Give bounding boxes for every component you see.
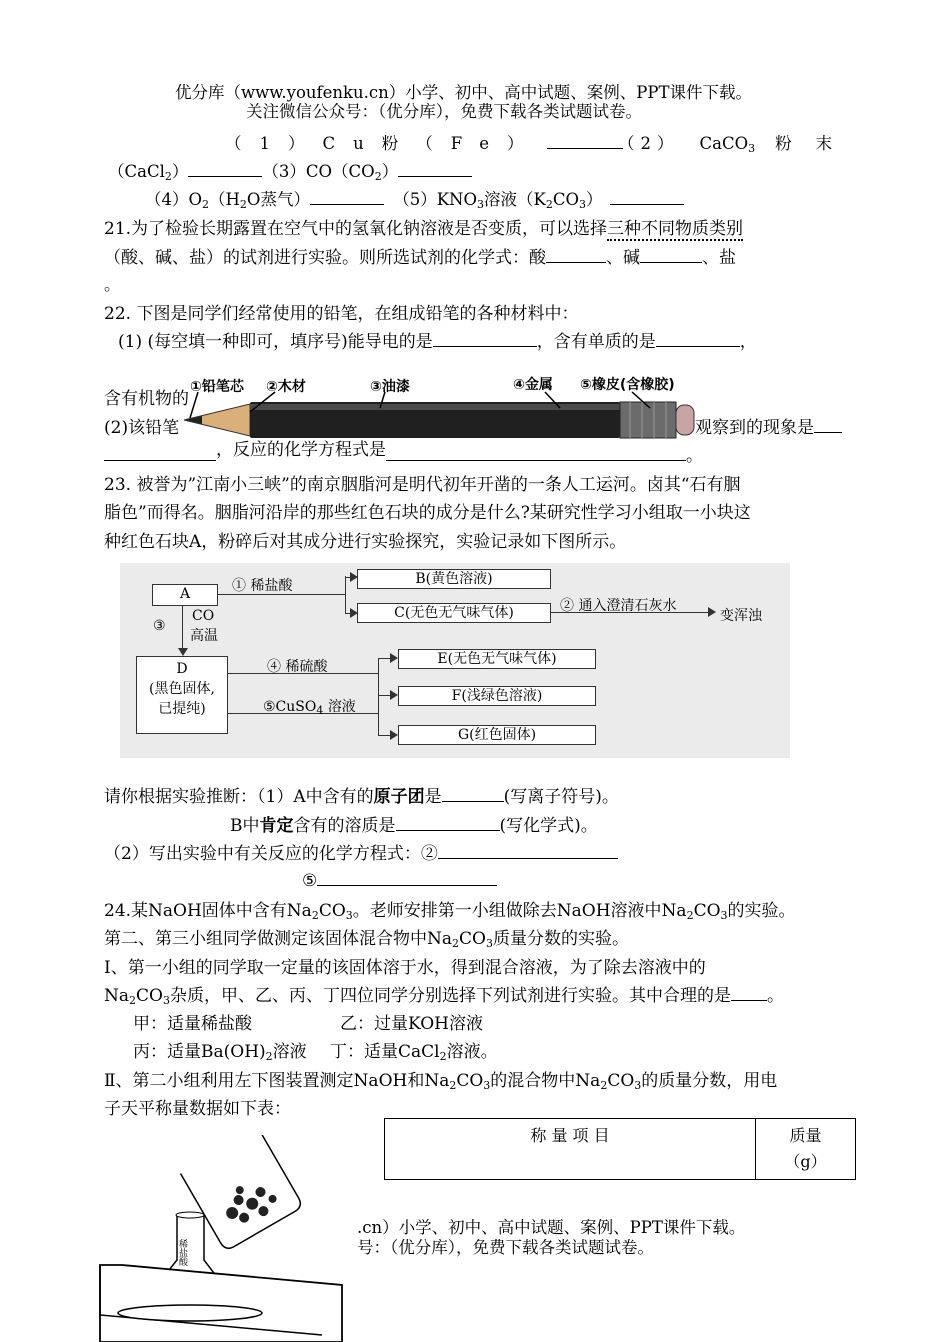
- node-c: C(无色无气味气体): [357, 603, 551, 623]
- q23-ask2: B中肯定含有的溶质是 (写化学式)。: [230, 811, 598, 836]
- q22-line3-b: 观察到的现象是: [695, 413, 842, 438]
- q22-line3-a: (2)该铅笔: [104, 418, 180, 438]
- table-header-mass: 质量 （g）: [756, 1119, 856, 1180]
- step2-label: ② 通入澄清石灰水: [560, 598, 677, 614]
- node-a: A: [152, 584, 218, 606]
- high-temp-label: 高温: [190, 628, 218, 644]
- q24-line3: Ⅰ、第一小组的同学取一定量的该固体溶于水，得到混合溶液，为了除去溶液中的: [104, 958, 706, 978]
- q20-item2-cont: （CaCl$_2$） $(3)CO(CO_2)$: [108, 158, 472, 183]
- q23-ask1: 请你根据实验推断：（1）A中含有的原子团是 (写离子符号)。: [104, 782, 619, 807]
- header-line1: 优分库（www.youfenku.cn）小学、初中、高中试题、案例、PPT课件下载。: [175, 83, 752, 102]
- q20-item2: （2） CaCO$_3$ 粉末: [618, 134, 857, 155]
- q24-line2: 第二、第三小组同学做测定该固体混合物中$Na_2CO_3$质量分数的实验。: [104, 929, 629, 950]
- footer-line1: .cn）小学、初中、高中试题、案例、PPT课件下载。: [357, 1218, 746, 1237]
- q22-title: 22. 下图是同学们经常使用的铅笔，在组成铅笔的各种材料中：: [104, 304, 579, 324]
- step1-label: ① 稀盐酸: [232, 578, 293, 594]
- q24-line5: Ⅱ、第二小组利用左下图装置测定NaOH和$Na_2CO_3$的混合物中$Na_2CO_3$的质量分数，用电: [104, 1071, 778, 1092]
- pencil-label-paint: ③油漆: [370, 379, 410, 395]
- pencil-label-eraser: ⑤橡皮(含橡胶): [580, 377, 675, 393]
- q20-item4-5: $(4)O_2(H_2O$蒸气） $(5)KNO_3$溶液$(K_2CO_3)$: [145, 186, 684, 211]
- q24-opt-jia: 甲：适量稀盐酸: [133, 1014, 252, 1034]
- q24-opt-ding: 丁：适量CaCl$_2$溶液。: [330, 1042, 498, 1063]
- q23-p2: 脂色”而得名。胭脂河沿岸的那些红色石块的成分是什么?某研究性学习小组取一小块这: [104, 503, 751, 523]
- pencil-label-lead: ①铅笔芯: [190, 379, 244, 395]
- q24-line1: 24.某NaOH固体中含有$Na_2CO_3$。老师安排第一小组做除去NaOH溶液中$Na_2CO_3$的实验。: [104, 901, 796, 922]
- q23-ask3: （2）写出实验中有关反应的化学方程式：②: [104, 839, 618, 864]
- q24-line6: 子天平称量数据如下表：: [104, 1099, 291, 1119]
- co-label: CO: [192, 608, 215, 624]
- node-f: F(浅绿色溶液): [398, 686, 596, 706]
- step3-label: ③: [153, 618, 166, 634]
- q21-line1: 21.为了检验长期露置在空气中的氢氧化钠溶液是否变质，可以选择三种不同物质类别: [104, 219, 744, 239]
- flask-label: 稀盐酸: [177, 1239, 187, 1266]
- table-header-item: 称 量 项 目: [385, 1119, 756, 1180]
- q23-ask4: ⑤: [302, 868, 497, 891]
- q24-line4: $Na_2CO_3$杂质，甲、乙、丙、丁四位同学分别选择下列试剂进行实验。其中合理的是 。: [104, 981, 784, 1007]
- node-b: B(黄色溶液): [357, 569, 551, 589]
- q22-line1: (1) (每空填一种即可，填序号)能导电的是 ，含有单质的是 ，: [118, 327, 757, 352]
- q22-line2: 含有机物的: [104, 389, 189, 409]
- node-e: E(无色无气味气体): [398, 649, 596, 669]
- node-g: G(红色固体): [398, 725, 596, 745]
- q20-item1: （1）Cu粉（Fe）: [225, 130, 623, 154]
- step4-label: ④ 稀硫酸: [267, 659, 328, 675]
- node-d: D (黑色固体, 已提纯): [136, 656, 228, 734]
- q21-line3: 。: [104, 275, 121, 294]
- pencil-label-wood: ②木材: [266, 379, 306, 395]
- header-line2: 关注微信公众号：（优分库），免费下载各类试题试卷。: [246, 102, 642, 121]
- balance-apparatus-illustration: [92, 1135, 352, 1342]
- q22-line4: ，反应的化学方程式是 。: [104, 441, 703, 466]
- pencil-label-metal: ④金属: [513, 377, 553, 393]
- turbid-label: 变浑浊: [720, 608, 762, 624]
- step5-label: ⑤CuSO$_4$ 溶液: [263, 699, 356, 717]
- footer-line2: 号：（优分库），免费下载各类试题试卷。: [357, 1238, 654, 1257]
- q23-p1: 23. 被誉为”江南小三峡”的南京胭脂河是明代初年开凿的一条人工运河。卤其“石有胭: [104, 475, 741, 495]
- flowchart: [120, 563, 790, 758]
- q24-opt-bing: 丙：适量$Ba(OH)_2$溶液: [133, 1042, 307, 1063]
- q21-line2: （酸、碱、盐）的试剂进行实验。则所选试剂的化学式：酸 、碱 、盐: [104, 243, 736, 268]
- q24-opt-yi: 乙：过量KOH溶液: [340, 1014, 484, 1034]
- weighing-table: [384, 1118, 856, 1180]
- q23-p3: 种红色石块A，粉碎后对其成分进行实验探究，实验记录如下图所示。: [104, 532, 627, 552]
